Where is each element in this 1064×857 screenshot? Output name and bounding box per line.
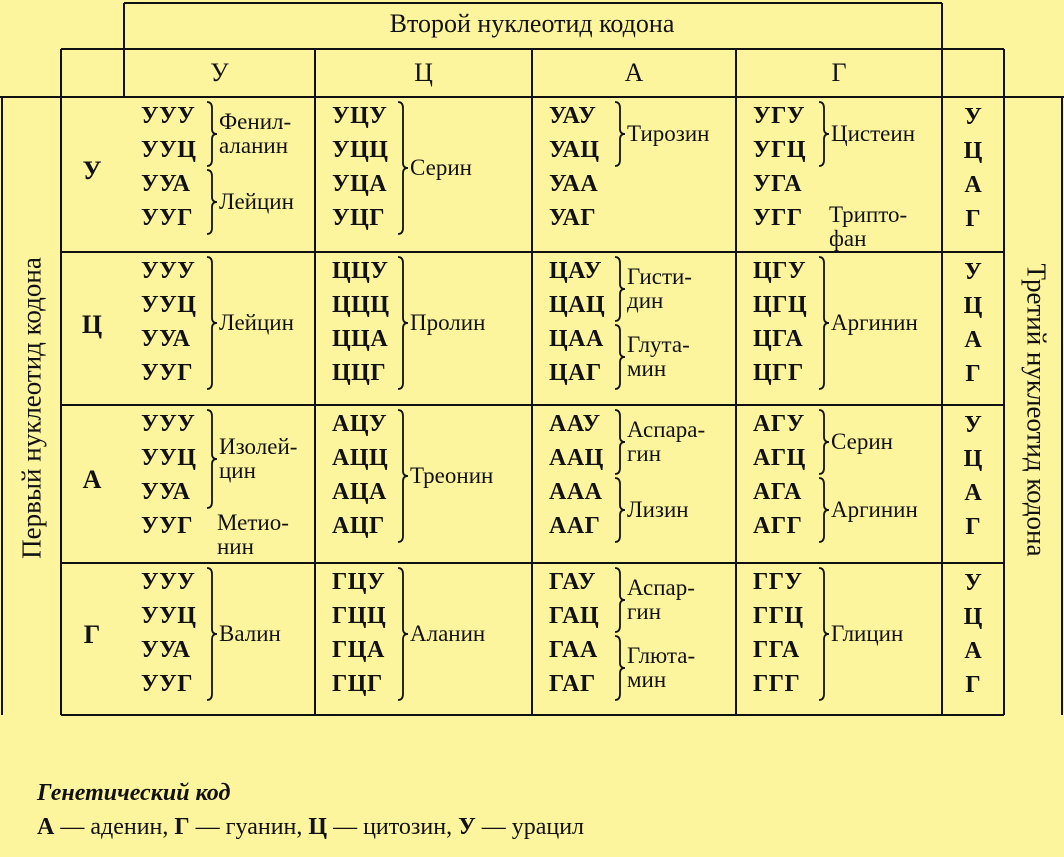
codon: ГЦГ <box>332 671 383 697</box>
codon: УУА <box>141 326 191 352</box>
codon-group-brace <box>818 478 830 542</box>
curly-brace <box>818 257 830 389</box>
codon: ЦЦА <box>332 326 389 352</box>
amino-acid-label-line: Треонин <box>410 463 494 488</box>
codon: ЦГА <box>753 326 804 352</box>
third-nucleotide-letter: У <box>964 570 982 596</box>
codon: ЦГУ <box>753 258 807 284</box>
legend-letter: А <box>37 814 55 840</box>
amino-acid-label-line: аланин <box>219 133 289 158</box>
curly-brace <box>614 478 626 542</box>
outer-right <box>1061 97 1063 715</box>
codon: УЦА <box>332 171 388 197</box>
codon: УЦЦ <box>332 137 389 163</box>
row-divider <box>61 251 1004 253</box>
codon-group-brace <box>397 257 409 389</box>
codon: УУГ <box>141 360 193 386</box>
codon: АГА <box>753 479 802 505</box>
codon: ААЦ <box>549 445 604 471</box>
amino-acid-label-line: Аспар- <box>627 575 695 600</box>
codon-group-brace <box>206 410 218 508</box>
codon: ГГА <box>753 637 800 663</box>
curly-brace <box>397 257 409 389</box>
table-caption: Генетический код <box>37 780 231 806</box>
curly-brace <box>397 102 409 234</box>
amino-acid-label <box>829 203 907 251</box>
codon: УУА <box>141 171 191 197</box>
codon-group-brace <box>397 568 409 700</box>
row-divider <box>61 562 1004 564</box>
third-nucleotide-letter: А <box>964 480 982 506</box>
codon: АЦУ <box>332 411 388 437</box>
amino-acid-label <box>219 435 297 483</box>
codon: ГЦЦ <box>332 603 387 629</box>
curly-brace <box>206 568 218 700</box>
amino-acid-label-line: Цистеин <box>831 121 916 146</box>
third-nucleotide-letter: Г <box>965 361 981 387</box>
codon: УУГ <box>141 671 193 697</box>
amino-acid-label-line: Аланин <box>410 621 486 646</box>
amino-acid-label <box>627 122 710 146</box>
amino-acid-label-line: мин <box>627 356 667 381</box>
codon: УУУ <box>141 411 196 437</box>
codon: ЦГЦ <box>753 292 808 318</box>
amino-acid-label <box>217 511 289 559</box>
codon: АЦЦ <box>332 445 389 471</box>
codon-group-brace <box>614 102 626 166</box>
amino-acid-label <box>627 418 705 466</box>
curly-brace <box>206 410 218 508</box>
second-nucleotide-header: У <box>210 58 229 87</box>
codon-group-brace <box>397 102 409 234</box>
amino-acid-label <box>831 622 903 646</box>
legend-text: — цитозин, <box>327 814 459 840</box>
codon: УУУ <box>141 103 196 129</box>
codon: ГГЦ <box>753 603 804 629</box>
codon: УУА <box>141 479 191 505</box>
amino-acid-label <box>410 311 485 335</box>
third-nucleotide-letter: Ц <box>963 138 983 164</box>
amino-acid-label-line: Серин <box>410 155 472 180</box>
codon: УГА <box>753 171 803 197</box>
amino-acid-label-line: Лейцин <box>219 310 294 335</box>
codon-group-brace <box>206 102 218 166</box>
codon: ГАГ <box>549 671 596 697</box>
codon-group-brace <box>614 636 626 700</box>
amino-acid-label-line: Валин <box>219 621 281 646</box>
col-divider <box>735 49 737 715</box>
codon: АЦГ <box>332 513 385 539</box>
third-nucleotide-letter: Г <box>965 672 981 698</box>
codon-group-brace <box>818 257 830 389</box>
amino-acid-label-line: Глюта- <box>627 643 696 668</box>
codon: ЦЦУ <box>332 258 389 284</box>
right-border <box>1003 49 1005 715</box>
third-nucleotide-letter: Г <box>965 514 981 540</box>
legend-text: — урацил <box>475 814 585 840</box>
codon: УУУ <box>141 569 196 595</box>
amino-acid-label-line: Метио- <box>217 510 289 535</box>
amino-acid-label-line: Глицин <box>831 621 904 646</box>
title-box-right <box>941 3 943 49</box>
legend-letter: У <box>458 814 476 840</box>
amino-acid-label-line: нин <box>217 534 254 559</box>
amino-acid-label <box>627 498 689 522</box>
curly-brace <box>614 410 626 474</box>
third-nucleotide-title: Третий нуклеотид кодона <box>1021 263 1052 557</box>
first-nucleotide-header: У <box>82 155 102 185</box>
curly-brace <box>818 568 830 700</box>
codon: УУУ <box>141 258 196 284</box>
amino-acid-label <box>627 644 695 692</box>
amino-acid-label <box>410 464 493 488</box>
curly-brace <box>614 102 626 166</box>
codon: ГЦА <box>332 637 385 663</box>
curly-brace <box>614 325 626 389</box>
codon-group-brace <box>614 325 626 389</box>
codon: УГЦ <box>753 137 807 163</box>
title-box-top <box>124 2 942 4</box>
third-nucleotide-letter: У <box>964 104 982 130</box>
header-row-bottom <box>0 96 1064 98</box>
third-nucleotide-letter: А <box>964 172 982 198</box>
first-nucleotide-header: А <box>82 465 102 494</box>
codon: ААГ <box>549 513 601 539</box>
codon: ЦАГ <box>549 360 602 386</box>
codon: УГГ <box>753 205 803 231</box>
third-col-divider <box>941 49 943 715</box>
codon: ЦАЦ <box>549 292 606 318</box>
amino-acid-label <box>831 430 893 454</box>
codon: АГУ <box>753 411 805 437</box>
second-nucleotide-header: Г <box>831 58 847 87</box>
amino-acid-label-line: мин <box>627 667 667 692</box>
third-nucleotide-letter: У <box>964 259 982 285</box>
amino-acid-label-line: гин <box>627 599 662 624</box>
third-nucleotide-letter: У <box>964 412 982 438</box>
amino-acid-label <box>831 122 915 146</box>
table-bottom <box>61 714 1004 716</box>
title-box-left <box>123 3 125 97</box>
codon: УУЦ <box>141 292 197 318</box>
legend-text: — гуанин, <box>189 814 309 840</box>
codon-group-brace <box>818 410 830 474</box>
first-nucleotide-header: Ц <box>81 309 103 339</box>
amino-acid-label-line: Гисти- <box>627 264 692 289</box>
amino-acid-label <box>831 498 918 522</box>
curly-brace <box>614 257 626 321</box>
col-divider <box>531 49 533 715</box>
curly-brace <box>206 257 218 389</box>
curly-brace <box>614 568 626 632</box>
third-nucleotide-letter: Ц <box>963 293 983 319</box>
codon: ААУ <box>549 411 601 437</box>
nucleotide-legend <box>37 814 584 841</box>
amino-acid-label-line: Аспара- <box>627 417 706 442</box>
legend-text: — аденин, <box>54 814 175 840</box>
codon-group-brace <box>206 568 218 700</box>
col-divider <box>314 49 316 715</box>
codon: УАГ <box>549 205 597 231</box>
amino-acid-label-line: Лизин <box>627 497 689 522</box>
codon: УГУ <box>753 103 805 129</box>
amino-acid-label-line: Аргинин <box>831 310 918 335</box>
amino-acid-label <box>831 311 918 335</box>
amino-acid-label <box>410 622 485 646</box>
amino-acid-label-line: Пролин <box>410 310 486 335</box>
outer-left <box>1 97 3 715</box>
codon-group-brace <box>614 568 626 632</box>
codon: УАА <box>549 171 599 197</box>
left-border <box>60 49 62 715</box>
codon-group-brace <box>206 170 218 234</box>
curly-brace <box>818 102 830 166</box>
amino-acid-label <box>219 311 294 335</box>
third-nucleotide-letter: А <box>964 638 982 664</box>
second-nucleotide-header: Ц <box>414 58 433 87</box>
third-nucleotide-letter: А <box>964 327 982 353</box>
curly-brace <box>818 410 830 474</box>
curly-brace <box>397 410 409 542</box>
amino-acid-label-line: Фенил- <box>219 109 292 134</box>
codon: УУГ <box>141 205 193 231</box>
amino-acid-label-line: цин <box>219 458 256 483</box>
codon-group-brace <box>206 257 218 389</box>
codon: ГАЦ <box>549 603 600 629</box>
codon: ЦГГ <box>753 360 804 386</box>
codon: ГГУ <box>753 569 803 595</box>
codon: ЦАУ <box>549 258 603 284</box>
curly-brace <box>206 170 218 234</box>
amino-acid-label-line: дин <box>627 288 664 313</box>
amino-acid-label <box>410 156 472 180</box>
third-nucleotide-letter: Г <box>965 206 981 232</box>
codon: АЦА <box>332 479 387 505</box>
first-nucleotide-title: Первый нуклеотид кодона <box>16 257 47 559</box>
amino-acid-label <box>627 265 692 313</box>
codon: ЦЦЦ <box>332 292 390 318</box>
legend-letter: Ц <box>308 814 328 840</box>
amino-acid-label-line: Трипто- <box>829 202 908 227</box>
codon: ААА <box>549 479 603 505</box>
codon-group-brace <box>614 257 626 321</box>
amino-acid-label <box>219 622 281 646</box>
amino-acid-label <box>627 576 695 624</box>
third-nucleotide-letter: Ц <box>963 446 983 472</box>
codon-group-brace <box>614 478 626 542</box>
curly-brace <box>614 636 626 700</box>
codon: АГГ <box>753 513 803 539</box>
codon: УЦГ <box>332 205 386 231</box>
legend-letter: Г <box>174 814 190 840</box>
codon: УАУ <box>549 103 597 129</box>
curly-brace <box>206 102 218 166</box>
amino-acid-label <box>219 110 291 158</box>
amino-acid-label <box>627 333 690 381</box>
codon: ГГГ <box>753 671 801 697</box>
second-nucleotide-header: А <box>624 58 644 87</box>
third-nucleotide-letter: Ц <box>963 604 983 630</box>
codon: УАЦ <box>549 137 600 163</box>
codon: УУА <box>141 637 191 663</box>
codon-group-brace <box>614 410 626 474</box>
codon: ГАА <box>549 637 598 663</box>
amino-acid-label-line: Аргинин <box>831 497 918 522</box>
amino-acid-label-line: Глута- <box>627 332 690 357</box>
amino-acid-label-line: Серин <box>831 429 893 454</box>
amino-acid-label-line: Изолей- <box>219 434 298 459</box>
amino-acid-label <box>219 190 294 214</box>
codon: УЦУ <box>332 103 388 129</box>
codon-group-brace <box>818 102 830 166</box>
row-divider <box>61 404 1004 406</box>
curly-brace <box>818 478 830 542</box>
codon: УУГ <box>141 513 193 539</box>
curly-brace <box>397 568 409 700</box>
codon: АГЦ <box>753 445 806 471</box>
codon: ЦАА <box>549 326 604 352</box>
codon: УУЦ <box>141 445 197 471</box>
codon: УУЦ <box>141 137 197 163</box>
codon-group-brace <box>818 568 830 700</box>
amino-acid-label-line: Лейцин <box>219 189 294 214</box>
codon: ЦЦГ <box>332 360 387 386</box>
codon: УУЦ <box>141 603 197 629</box>
amino-acid-label-line: фан <box>829 226 867 251</box>
amino-acid-label-line: Тирозин <box>627 121 710 146</box>
codon-group-brace <box>397 410 409 542</box>
codon: ГЦУ <box>332 569 386 595</box>
first-nucleotide-header: Г <box>83 620 101 649</box>
amino-acid-label-line: гин <box>627 441 662 466</box>
codon: ГАУ <box>549 569 596 595</box>
second-nucleotide-title: Второй нуклеотид кодона <box>389 9 675 38</box>
